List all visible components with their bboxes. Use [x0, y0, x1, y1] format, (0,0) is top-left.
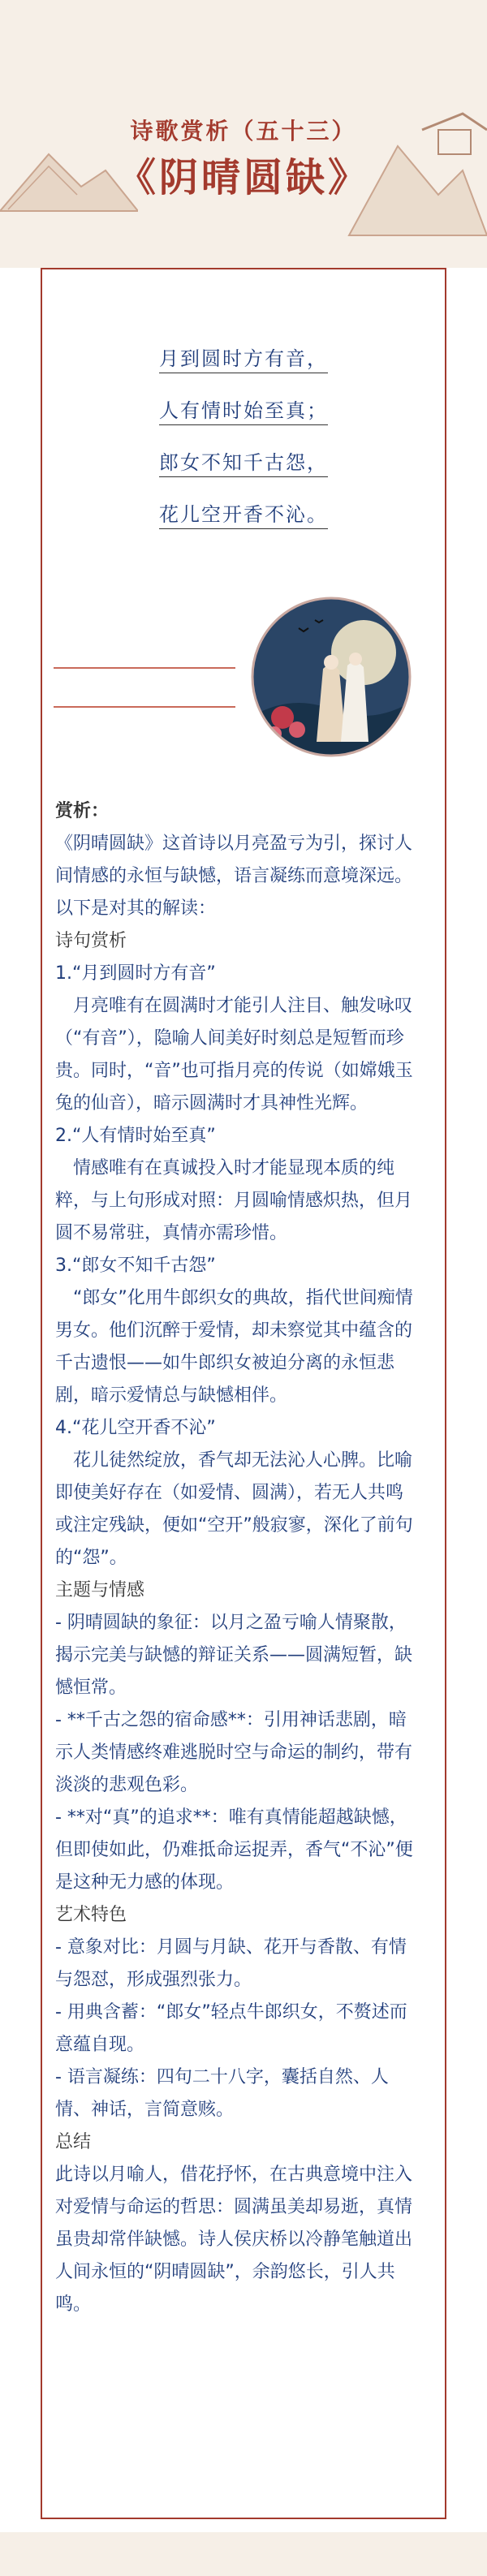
- footer-band: [0, 2532, 487, 2576]
- art-item: - 意象对比：月圆与月缺、花开与香散、有情与怨怼，形成强烈张力。: [55, 1937, 407, 1990]
- divider-line: [54, 706, 235, 708]
- line-analysis-title: 1.“月到圆时方有音”: [55, 963, 216, 984]
- poem-block: [0, 333, 487, 541]
- line-analysis-body: 月亮唯有在圆满时才能引人注目、触发咏叹（“有音”），隐喻人间美好时刻总是短暂而珍贵。同时，“音”也可指月亮的传说（如嫦娥玉兔的仙音），暗示圆满时才具神性光辉。: [55, 996, 413, 1114]
- poem-title: 《阴晴圆缺》: [116, 155, 370, 200]
- section-heading: 诗句赏析: [55, 931, 127, 951]
- poem-line: 郎女不知千古怨，: [0, 437, 487, 489]
- moon-lovers-illustration: [250, 596, 412, 758]
- summary-paragraph: 此诗以月喻人，借花抒怀，在古典意境中注入对爱情与命运的哲思：圆满虽美却易逝，真情虽贵却常伴缺憾。诗人侯庆桥以冷静笔触道出人间永恒的“阴晴圆缺”，余韵悠长，引人共鸣。: [55, 2165, 413, 2315]
- theme-item: - 阴晴圆缺的象征：以月之盈亏喻人情聚散，揭示完美与缺憾的辩证关系——圆满短暂，缺憾恒常。: [55, 1613, 413, 1698]
- poem-line: 花儿空开香不沁。: [0, 489, 487, 541]
- theme-item: - **千古之怨的宿命感**：引用神话悲剧，暗示人类情感终难逃脱时空与命运的制约，带有淡淡的悲观色彩。: [55, 1710, 413, 1795]
- section-heading: 总结: [55, 2132, 92, 2152]
- line-analysis-title: 4.“花儿空开香不沁”: [55, 1418, 216, 1438]
- section-heading: 艺术特色: [55, 1905, 127, 1925]
- line-analysis-title: 2.“人有情时始至真”: [55, 1126, 216, 1146]
- series-subtitle: 诗歌赏析（五十三）: [130, 118, 357, 144]
- line-analysis-body: 情感唯有在真诚投入时才能显现本质的纯粹，与上句形成对照：月圆喻情感炽热，但月圆不易常驻，真情亦需珍惜。: [55, 1158, 413, 1243]
- section-heading: 主题与情感: [55, 1580, 145, 1600]
- intro-paragraph: 《阴晴圆缺》这首诗以月亮盈亏为引，探讨人间情感的永恒与缺憾，语言凝练而意境深远。以下是对其的解读：: [55, 834, 413, 919]
- poem-line: 月到圆时方有音，: [0, 333, 487, 385]
- art-item: - 语言凝练：四句二十八字，囊括自然、人情、神话，言简意赅。: [55, 2067, 389, 2120]
- poem-line: 人有情时始至真；: [0, 385, 487, 437]
- line-analysis-body: “郎女”化用牛郎织女的典故，指代世间痴情男女。他们沉醉于爱情，却未察觉其中蕴含的千古遗恨——如牛郎织女被迫分离的永恒悲剧，暗示爱情总与缺憾相伴。: [55, 1288, 413, 1406]
- header-banner: [0, 0, 487, 268]
- analysis-label: 赏析：: [55, 801, 110, 821]
- theme-item: - **对“真”的追求**：唯有真情能超越缺憾，但即使如此，仍难抵命运捉弄，香气“不沁”便是这种无力感的体现。: [55, 1807, 413, 1893]
- art-item: - 用典含蓄：“郎女”轻点牛郎织女，不赘述而意蕴自现。: [55, 2002, 407, 2055]
- divider-line: [54, 667, 235, 669]
- line-analysis-title: 3.“郎女不知千古怨”: [55, 1256, 216, 1276]
- analysis-section: [55, 795, 420, 2321]
- line-analysis-body: 花儿徒然绽放，香气却无法沁人心脾。比喻即使美好存在（如爱情、圆满），若无人共鸣或注定残缺，便如“空开”般寂寥，深化了前句的“怨”。: [55, 1450, 413, 1568]
